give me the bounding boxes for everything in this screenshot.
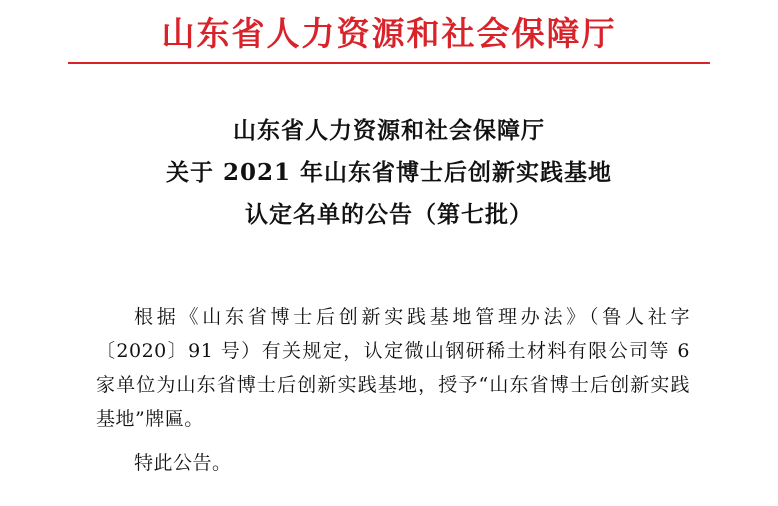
document-body: [96, 300, 690, 486]
masthead: [0, 0, 778, 70]
body-paragraph-1: 根据《山东省博士后创新实践基地管理办法》（鲁人社字〔2020〕91 号）有关规定，认定微山钢研稀土材料有限公司等 6 家单位为山东省博士后创新实践基地，授予“山东省博士后创新实践基地”牌匾。: [96, 306, 690, 430]
body-paragraph-2: 特此公告。: [134, 452, 232, 474]
document-title: [0, 110, 778, 236]
document-title-line-2: 关于 2021 年山东省博士后创新实践基地: [165, 159, 613, 186]
masthead-divider: [68, 62, 710, 64]
issuing-authority-title: 山东省人力资源和社会保障厅: [161, 13, 617, 53]
document-title-line-1: 山东省人力资源和社会保障厅: [233, 117, 545, 144]
document-title-line-3: 认定名单的公告（第七批）: [245, 201, 533, 228]
